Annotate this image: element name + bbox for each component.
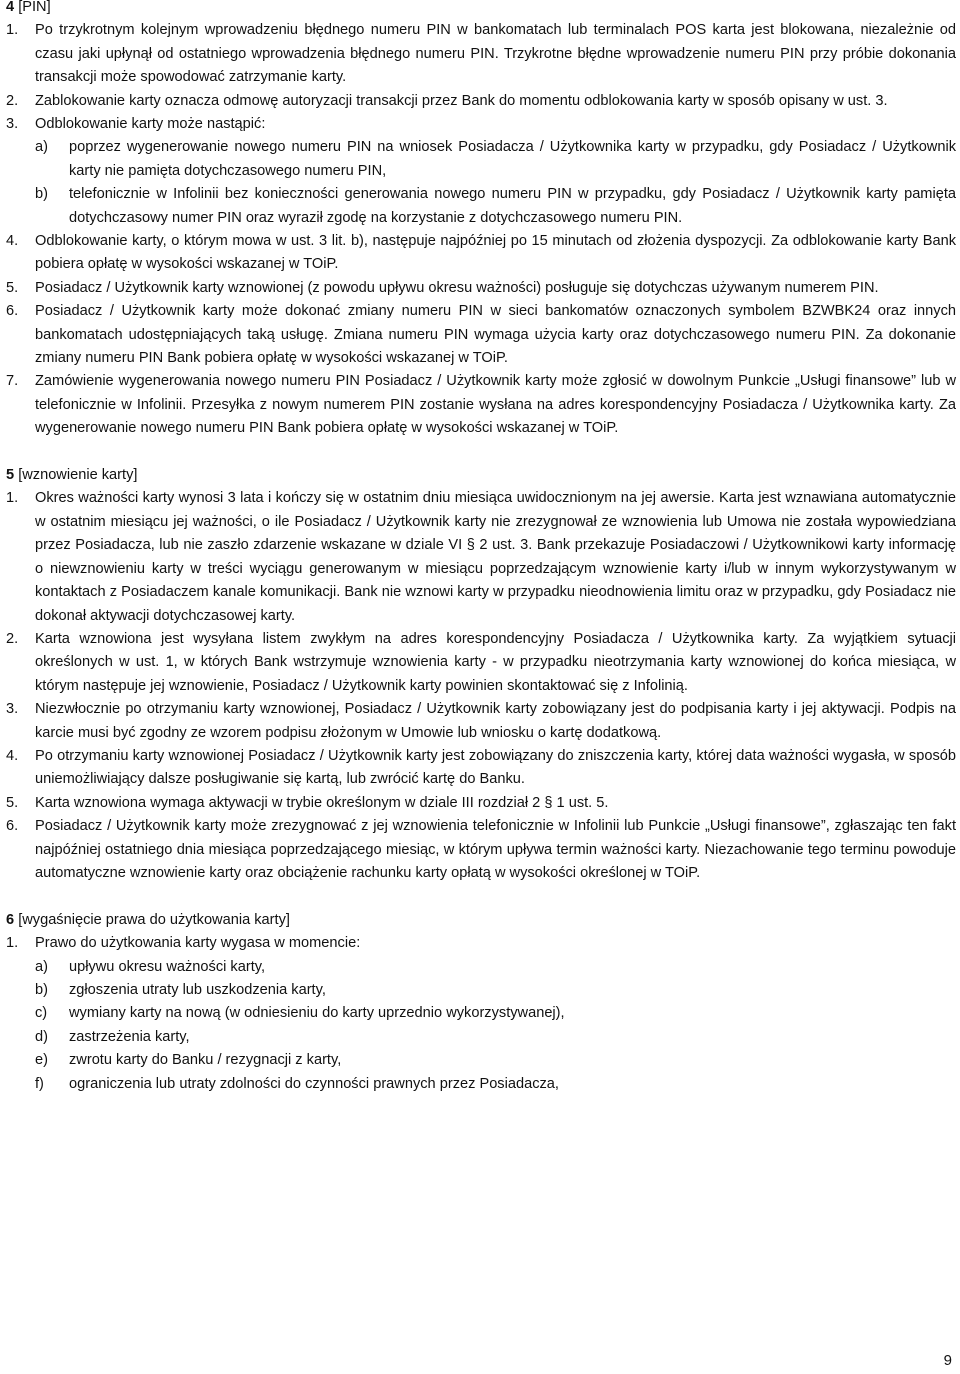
item-text: Odblokowanie karty może nastąpić: [35, 116, 266, 133]
item-text: Niezwłocznie po otrzymaniu karty wznowionej, Posiadacz / Użytkownik karty zobowiązany jest do podpisania karty i jej aktywacji. Podpis na karcie musi być zgodny ze wzorem podpisu złożonym w Umowie lub wniosku o kartę dodatkową. [35, 701, 956, 741]
sub-item-letter: d) [35, 1028, 48, 1045]
sub-item-letter: a) [35, 139, 48, 156]
sub-item [35, 183, 956, 230]
section-title-text: [wygaśnięcie prawa do użytkowania karty] [18, 911, 290, 928]
list-item [6, 487, 956, 627]
page-number: 9 [943, 1351, 952, 1369]
list-item [6, 698, 956, 745]
list-item [6, 370, 956, 440]
item-number: 1. [6, 935, 19, 952]
sub-item [35, 136, 956, 183]
section-title-text: [PIN] [18, 0, 51, 15]
sub-item-letter: b) [35, 186, 48, 203]
list-item [6, 19, 956, 89]
sub-item [35, 979, 956, 1002]
item-text: Posiadacz / Użytkownik karty może zrezygnować z jej wznowienia telefonicznie w Infolinii lub Punkcie „Usługi finansowe”, zgłaszając ten fakt najpóźniej ostatniego dnia miesiąca poprzedzającego miesiąc, w którym upływa termin ważności karty. Niezachowanie tego terminu powoduje automatyczne wznowienie karty oraz obciążenie rachunku karty opłatą w wysokości określonej w TOiP. [35, 818, 956, 881]
section-number: 5 [6, 467, 15, 484]
item-text: Karta wznowiona wymaga aktywacji w trybie określonym w dziale III rozdział 2 § 1 ust. 5. [35, 794, 609, 811]
sub-item-text: zastrzeżenia karty, [69, 1028, 190, 1045]
item-text: Odblokowanie karty, o którym mowa w ust. 3 lit. b), następuje najpóźniej po 15 minutach od złożenia dyspozycji. Za odblokowanie karty Bank pobiera opłatę w wysokości wskazanej w TOiP. [35, 233, 956, 273]
item-body [35, 90, 956, 113]
item-body [35, 487, 956, 627]
item-body [35, 113, 956, 230]
section-title [6, 464, 956, 487]
item-text: Okres ważności karty wynosi 3 lata i kończy się w ostatnim dniu miesiąca uwidocznionym na jej awersie. Karta jest wznawiana automatycznie w ostatnim miesiącu jej ważności, o ile Posiadacz / Użytkownik karty nie zrezygnował ze wznowienia lub Umowa nie została wypowiedziana przez Posiadacza, lub nie zaszło zdarzenie wskazane w dziale VI § 2 ust. 3. Bank przekazuje Posiadaczowi / Użytkownikowi karty informację o niewznowieniu karty w treści wyciągu generowanym w miesiącu poprzedzającym wznowienie karty i/lub w innym wykorzystywanym w kontaktach z Posiadaczem kanale komunikacji. Bank nie wznowi karty w przypadku nieodnowienia limitu oraz w przypadku, gdy Posiadacz nie dokonał aktywacji dotychczasowej karty. [35, 490, 956, 624]
sub-item [35, 956, 956, 979]
item-number: 5. [6, 279, 19, 296]
sub-item-text: wymiany karty na nową (w odniesieniu do karty uprzednio wykorzystywanej), [69, 1005, 565, 1022]
section-title [6, 909, 956, 932]
item-number: 7. [6, 373, 19, 390]
section-title [6, 0, 956, 19]
list-item [6, 230, 956, 277]
item-text: Zamówienie wygenerowania nowego numeru PIN Posiadacz / Użytkownik karty może zgłosić w dowolnym Punkcie „Usługi finansowe” lub w telefonicznie w Infolinii. Przesyłka z nowym numerem PIN zostanie wysłana na adres korespondencyjny Posiadacza / Użytkownika karty. Za wygenerowanie nowego numeru PIN Bank pobiera opłatę w wysokości wskazanej w TOiP. [35, 373, 956, 437]
list-item [6, 792, 956, 815]
item-number: 4. [6, 747, 19, 764]
item-number: 3. [6, 116, 19, 133]
item-body [35, 745, 956, 792]
item-text: Prawo do użytkowania karty wygasa w momencie: [35, 935, 361, 952]
item-number: 2. [6, 92, 19, 109]
list-item [6, 277, 956, 300]
sub-item-text: telefonicznie w Infolinii bez konieczności generowania nowego numeru PIN w przypadku, gdy Posiadacz / Użytkownik karty pamięta dotychczasowy numer PIN oraz wyraził zgodę na korzystanie z dotychczasowego numeru PIN. [69, 186, 956, 226]
item-body [35, 792, 956, 815]
sub-item-text: zwrotu karty do Banku / rezygnacji z karty, [69, 1052, 342, 1069]
item-number: 2. [6, 630, 19, 647]
sub-item-letter: f) [35, 1075, 44, 1092]
list-item [6, 300, 956, 370]
sub-item [35, 1049, 956, 1072]
section-spacer [6, 441, 956, 464]
list-item [6, 745, 956, 792]
section-4 [6, 0, 956, 441]
item-number: 6. [6, 303, 19, 320]
item-number: 3. [6, 701, 19, 718]
item-body [35, 19, 956, 89]
list-item [6, 90, 956, 113]
item-body [35, 628, 956, 698]
sub-item-letter: a) [35, 958, 48, 975]
section-number: 4 [6, 0, 15, 15]
sub-item-letter: e) [35, 1052, 48, 1069]
sub-item-text: upływu okresu ważności karty, [69, 958, 266, 975]
item-text: Posiadacz / Użytkownik karty może dokonać zmiany numeru PIN w sieci bankomatów oznaczonych symbolem BZWBK24 oraz innych bankomatach udostępniających taką usługę. Zmiana numeru PIN wymaga użycia karty oraz dotychczasowego numeru PIN. Za dokonanie zmiany numeru PIN Bank pobiera opłatę w wysokości wskazanej w TOiP. [35, 303, 956, 367]
item-text: Po otrzymaniu karty wznowionej Posiadacz / Użytkownik karty jest zobowiązany do zniszczenia karty, której data ważności wygasła, w sposób uniemożliwiający dalsze posługiwanie się kartą, lub zwrócić kartę do Banku. [35, 747, 956, 788]
section-5 [6, 464, 956, 885]
item-number: 4. [6, 233, 19, 250]
item-body [35, 300, 956, 370]
sub-item-text: poprzez wygenerowanie nowego numeru PIN na wniosek Posiadacza / Użytkownika karty w przypadku, gdy Posiadacz / Użytkownik karty nie pamięta dotychczasowego numeru PIN, [69, 139, 956, 179]
item-text: Zablokowanie karty oznacza odmowę autoryzacji transakcji przez Bank do momentu odblokowania karty w sposób opisany w ust. 3. [35, 92, 888, 109]
item-number: 6. [6, 818, 19, 835]
list-item [6, 932, 956, 1096]
sub-item [35, 1026, 956, 1049]
item-number: 1. [6, 490, 19, 507]
item-body [35, 698, 956, 745]
item-body [35, 230, 956, 277]
item-body [35, 815, 956, 885]
section-number: 6 [6, 911, 15, 928]
list-item [6, 815, 956, 885]
section-title-text: [wznowienie karty] [18, 467, 138, 484]
list-item [6, 113, 956, 230]
item-text: Po trzykrotnym kolejnym wprowadzeniu błędnego numeru PIN w bankomatach lub terminalach POS karta jest blokowana, niezależnie od czasu jaki upłynął od ostatniego wprowadzenia błędnego numeru PIN. Trzykrotne błędne wprowadzenie numeru PIN przy próbie dokonania transakcji może spowodować zatrzymanie karty. [35, 22, 956, 86]
sub-item-text: ograniczenia lub utraty zdolności do czynności prawnych przez Posiadacza, [69, 1075, 559, 1092]
sub-item-letter: b) [35, 981, 48, 998]
list-item [6, 628, 956, 698]
section-spacer [6, 885, 956, 908]
item-number: 1. [6, 22, 19, 39]
sub-item-letter: c) [35, 1005, 48, 1022]
sub-item [35, 1073, 956, 1096]
document-page [6, 0, 956, 1096]
item-text: Karta wznowiona jest wysyłana listem zwykłym na adres korespondencyjny Posiadacza / Użytkownika karty. Za wyjątkiem sytuacji określonych w ust. 1, w których Bank wstrzymuje wznowienia karty - w przypadku nieotrzymania karty wznowionej do końca miesiąca, w którym następuje jej wznowienie, Posiadacz / Użytkownik karty powinien skontaktować się z Infolinią. [35, 630, 956, 694]
item-body [35, 370, 956, 440]
sub-item [35, 1002, 956, 1025]
item-text: Posiadacz / Użytkownik karty wznowionej (z powodu upływu okresu ważności) posługuje się dotychczas używanym numerem PIN. [35, 279, 879, 296]
item-body [35, 932, 956, 1096]
item-number: 5. [6, 794, 19, 811]
section-6 [6, 909, 956, 1096]
item-body [35, 277, 956, 300]
sub-item-text: zgłoszenia utraty lub uszkodzenia karty, [69, 981, 326, 998]
